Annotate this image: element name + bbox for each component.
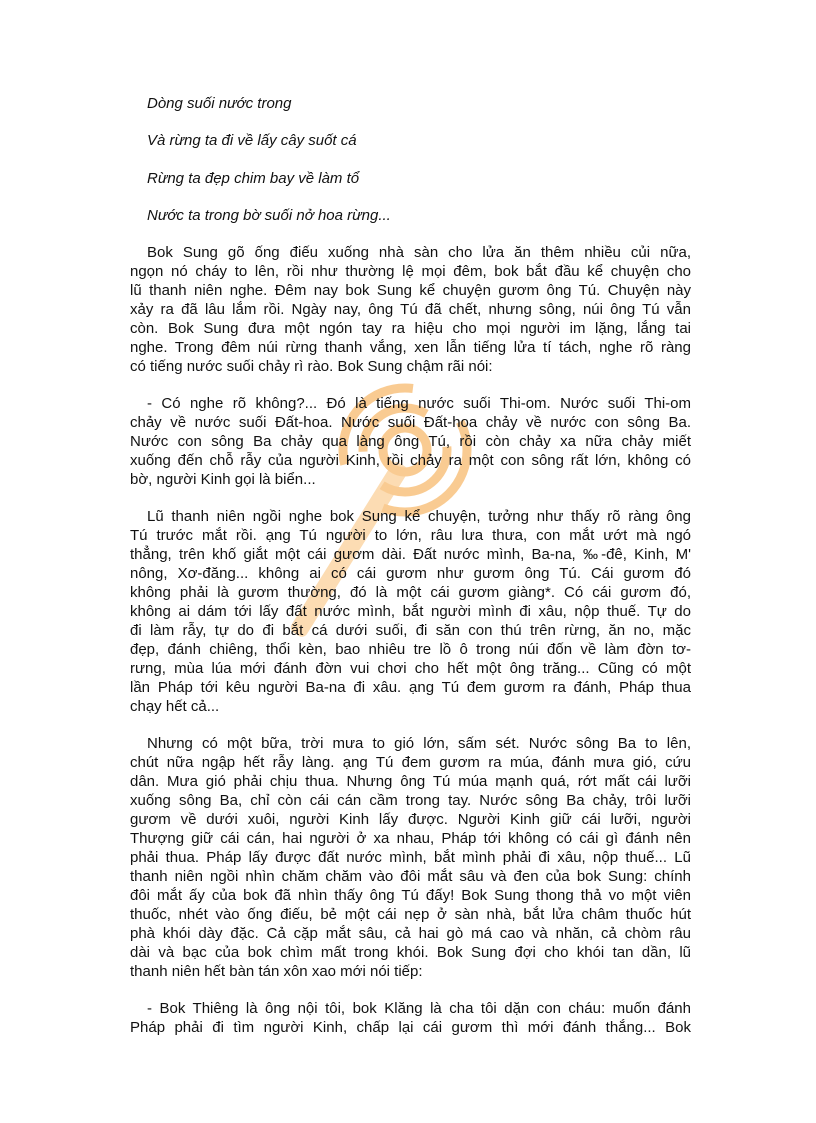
paragraph xyxy=(130,734,691,981)
poem-line: Dòng suối nước trong xyxy=(147,95,292,112)
text-line: còn. Bok Sung đưa một ngón tay ra hiệu cho mọi người im lặng, lắng tai xyxy=(130,320,691,338)
text-line: thẳng, trên khố giắt một cái gươm dài. Đất nước mình, Ba-na, ‰-đê, Kinh, M' xyxy=(130,546,691,564)
text-line: Pháp phải đi tìm người Kinh, chấp lại cái gươm thì mới đánh thắng... Bok xyxy=(130,1019,691,1037)
text-line: - Bok Thiêng là ông nội tôi, bok Klăng là cha tôi dặn con cháu: muốn đánh xyxy=(147,1000,691,1018)
text-line: gươm về dưới xuôi, người Kinh lấy được. Người Kinh giữ cái lưỡi, người xyxy=(130,811,691,829)
text-line: xảy ra đã lâu lắm rồi. Ngày nay, ông Tú đã chết, nhưng sông, núi ông Tú vẫn xyxy=(130,301,691,319)
text-line: xuống đến chỗ rẫy của người Kinh, rồi chảy ra một con sông rất lớn, không có xyxy=(130,452,691,470)
text-line: rưng, mùa lúa mới đánh đờn vui chơi cho hết một ông trăng... Cũng có một xyxy=(130,660,691,678)
text-line: chút nữa ngập hết rẫy làng. ạng Tú đem gươm ra múa, đánh mưa gió, cứu xyxy=(130,754,691,772)
text-line: xuống sông Ba, chỉ còn cái cán cầm trong tay. Nước sông Ba chảy, trôi lưỡi xyxy=(130,792,691,810)
text-line: Bok Sung gõ ống điếu xuống nhà sàn cho lửa ăn thêm nhiều củi nữa, xyxy=(147,244,691,262)
text-line: ngọn nó cháy to lên, rồi như thường lệ mọi đêm, bok bắt đầu kể chuyện cho xyxy=(130,263,691,281)
text-line: bờ, người Kinh gọi là biển... xyxy=(130,471,316,489)
poem-line: Nước ta trong bờ suối nở hoa rừng... xyxy=(147,206,391,224)
text-line: Lũ thanh niên ngồi nghe bok Sung kể chuyện, tưởng như thấy rõ ràng ông xyxy=(147,508,691,526)
text-line: đẹp, đánh chiêng, thổi kèn, bao nhiêu tre lồ ô trong núi đốn về làm đờn tơ- xyxy=(130,641,691,659)
text-line: thanh niên hết bàn tán xôn xao mới nói tiếp: xyxy=(130,963,423,981)
text-line: nghe. Trong đêm núi rừng thanh vắng, xen lẫn tiếng lửa tí tách, nghe rõ ràng xyxy=(130,339,691,357)
text-line: Nước con sông Ba chảy qua làng ông Tú, rồi còn chảy xa nữa chảy miết xyxy=(130,433,691,451)
text-line: phải thua. Pháp lấy được đất nước mình, bắt mình phải đi xâu, nộp thuế... Lũ xyxy=(130,849,691,867)
paragraph xyxy=(130,999,691,1037)
poem-line: Rừng ta đẹp chim bay về làm tổ xyxy=(147,169,360,187)
paragraph xyxy=(130,243,691,376)
text-line: lần Pháp tới kêu người Ba-na đi xâu. ạng Tú đem gươm ra đánh, Pháp thua xyxy=(130,679,691,697)
text-line: lũ thanh niên nghe. Đêm nay bok Sung kể chuyện gươm ông Tú. Chuyện này xyxy=(130,282,691,300)
text-line: Thượng giữ cái cán, hai người ở xa nhau, Pháp tới không có cái gì đánh nên xyxy=(130,830,691,848)
text-line: không phải là gươm thường, đó là một cái gươm giàng*. Có cái gươm đó, xyxy=(130,584,691,602)
text-line: có tiếng nước suối chảy rì rào. Bok Sung chậm rãi nói: xyxy=(130,358,493,376)
text-line: dài và bạc của bok chìm mất trong khói. Bok Sung đợi cho khói tan dần, lũ xyxy=(130,944,691,962)
text-line: chảy về nước suối Đất-hoa. Nước suối Đất-hoa chảy về nước con sông Ba. xyxy=(130,414,691,432)
text-line: chạy hết cả... xyxy=(130,698,220,716)
document-page xyxy=(130,94,691,1055)
text-line: dân. Mưa gió phải chịu thua. Nhưng ông Tú múa mạnh quá, rớt mất cái lưỡi xyxy=(130,773,691,791)
text-line: Nhưng có một bữa, trời mưa to gió lớn, sấm sét. Nước sông Ba to lên, xyxy=(147,735,691,753)
text-line: đôi mắt ấy của bok đã nhìn thấy ông Tú đấy! Bok Sung thong thả vo một viên xyxy=(130,887,691,905)
poem-line: Và rừng ta đi về lấy cây suốt cá xyxy=(147,132,357,150)
document-body xyxy=(130,243,691,1037)
text-line: nông, Xơ-đăng... không ai có cái gươm như gươm ông Tú. Cái gươm đó xyxy=(130,565,691,583)
text-line: thuốc, nhét vào ống điếu, bẻ một cái nẹp ở sàn nhà, bắt lửa châm thuốc hút xyxy=(130,906,691,924)
text-line: đi làm rẫy, tự do đi bắt cá dưới suối, đi săn con thú trên rừng, ăn no, mặc xyxy=(130,622,691,640)
text-line: - Có nghe rõ không?... Đó là tiếng nước suối Thi-om. Nước suối Thi-om xyxy=(147,395,691,413)
text-line: phà khói dày đặc. Cả cặp mắt sâu, cả hai gò má cao và nhăn, cả chòm râu xyxy=(130,925,691,943)
text-line: thanh niên ngồi nhìn chăm chăm vào đôi mắt sâu và đen của bok Sung: chính xyxy=(130,868,691,886)
paragraph xyxy=(130,507,691,716)
poem xyxy=(130,94,691,243)
paragraph xyxy=(130,394,691,489)
text-line: Tú trước mắt rồi. ạng Tú người to lớn, râu lưa thưa, con mắt ướt mà ngó xyxy=(130,527,691,545)
text-line: không ai dám tới lấy đất nước mình, bắt người mình đi xâu, nộp thuế. Tự do xyxy=(130,603,691,621)
